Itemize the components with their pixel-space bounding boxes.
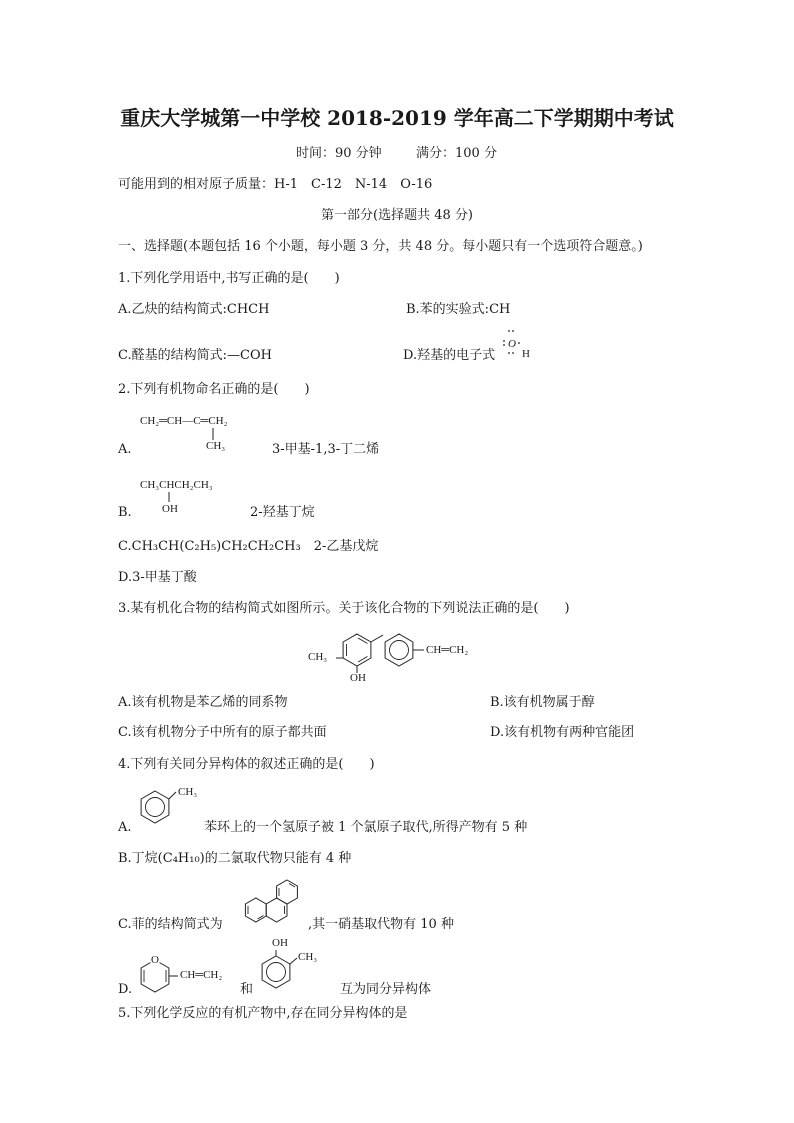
section-title: 第一部分(选择题共 48 分): [321, 208, 473, 223]
q4-option-d-text: 互为同分异构体: [340, 982, 432, 997]
q2-a-formula-branch: CH₃: [206, 440, 226, 452]
exam-time: 时间：90 分钟: [296, 146, 382, 161]
q4-c-phenanthrene-diagram: [234, 874, 304, 938]
q1-stem: 1.下列化学用语中,书写正确的是( ): [118, 271, 340, 286]
exam-title: 重庆大学城第一中学校 2018-2019 学年高二下学期期中考试: [120, 106, 674, 130]
q3-option-b: B.该有机物属于醇: [490, 695, 595, 710]
exam-score: 满分：100 分: [416, 146, 497, 161]
q4-d-oh-label: OH: [272, 937, 288, 949]
q2-option-c: C.CH₃CH(C₂H₅)CH₂CH₂CH₃ 2-乙基戊烷: [118, 539, 379, 554]
q4-d-oxygen-label: O: [151, 954, 159, 966]
q2-option-a-name: 3-甲基-1,3-丁二烯: [272, 442, 380, 457]
q1-option-a: A.乙炔的结构简式:CHCH: [118, 302, 270, 317]
q2-a-formula-top: CH₂═CH—C═CH₂: [140, 415, 228, 427]
q3-vinyl-label: CH═CH₂: [426, 644, 469, 656]
q1-d-hydrogen: H: [522, 348, 530, 360]
q1-d-electron-dots: [500, 328, 522, 358]
q2-option-b-label: B.: [118, 505, 132, 520]
q2-b-formula-branch: OH: [162, 503, 178, 515]
q4-option-c-text2: ,其一硝基取代物有 10 种: [308, 917, 454, 932]
q2-stem: 2.下列有机物命名正确的是( ): [118, 382, 310, 397]
q3-option-c: C.该有机物分子中所有的原子都共面: [118, 725, 327, 740]
q3-option-d: D.该有机物有两种官能团: [490, 725, 635, 740]
q3-ch3-label: CH₃: [308, 651, 328, 663]
q4-d-ch3-label: CH₃: [298, 951, 318, 963]
q4-option-a-label: A.: [118, 820, 132, 835]
q3-oh-label: OH: [350, 672, 366, 684]
q2-option-a-label: A.: [118, 442, 132, 457]
q2-option-d: D.3-甲基丁酸: [118, 570, 197, 585]
q4-a-ch3-label: CH₃: [178, 786, 198, 798]
q1-option-d: D.羟基的电子式: [403, 348, 496, 363]
q4-stem: 4.下列有关同分异构体的叙述正确的是( ): [118, 757, 375, 772]
atomic-masses: 可能用到的相对原子质量：H-1 C-12 N-14 O-16: [118, 177, 433, 192]
q4-option-c-text1: C.菲的结构简式为: [118, 917, 223, 932]
q1-option-b: B.苯的实验式:CH: [406, 302, 511, 317]
q4-d-vinyl-label: CH═CH₂: [180, 969, 223, 981]
q4-option-d-and: 和: [240, 982, 254, 997]
q4-option-d-label: D.: [118, 982, 133, 997]
q1-option-c: C.醛基的结构简式:—COH: [118, 348, 272, 363]
q3-stem: 3.某有机化合物的结构简式如图所示。关于该化合物的下列说法正确的是( ): [118, 601, 570, 616]
q3-option-a: A.该有机物是苯乙烯的同系物: [118, 695, 288, 710]
q5-stem: 5.下列化学反应的有机产物中,存在同分异构体的是: [118, 1006, 408, 1021]
q3-structure-diagram: [300, 622, 500, 686]
q2-b-formula-top: CH₃CHCH₂CH₃: [140, 479, 213, 491]
q4-option-b: B.丁烷(C₄H₁₀)的二氯取代物只能有 4 种: [118, 851, 352, 866]
q2-option-b-name: 2-羟基丁烷: [250, 505, 315, 520]
q1-d-oxygen: O: [508, 338, 516, 350]
section-instructions: 一、选择题(本题包括 16 个小题，每小题 3 分，共 48 分。每小题只有一个选项符合题意。): [118, 239, 643, 254]
q4-option-a-text: 苯环上的一个氢原子被 1 个氯原子取代,所得产物有 5 种: [204, 820, 528, 835]
